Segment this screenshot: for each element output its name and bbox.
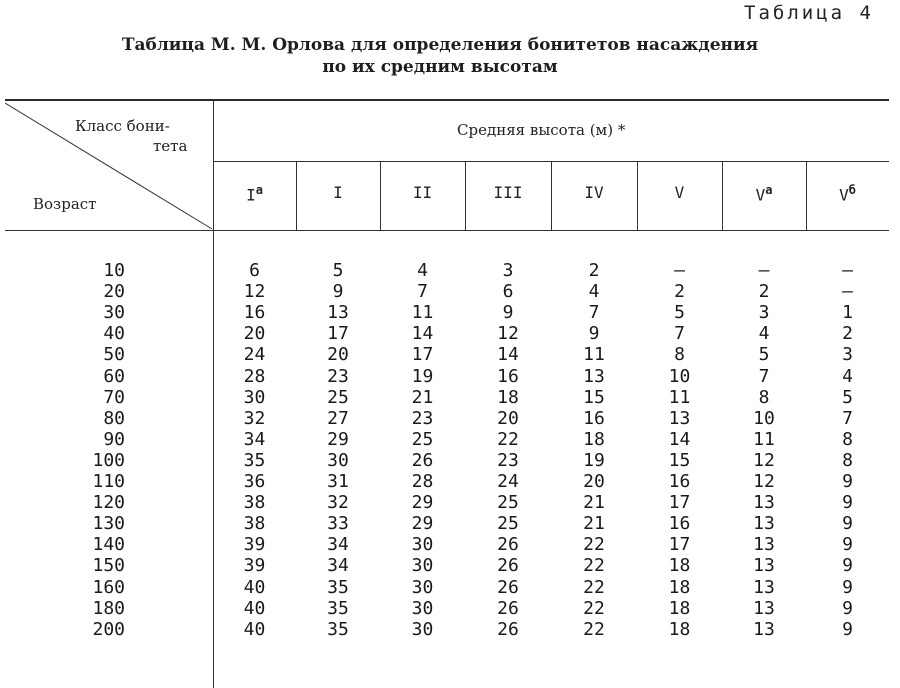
- height-cell: 30: [411, 618, 434, 640]
- height-cell: 16: [583, 407, 605, 429]
- column-header: [213, 183, 296, 204]
- height-cell: 9: [502, 302, 514, 324]
- height-cell: 33: [327, 513, 349, 535]
- height-cell: 35: [327, 576, 349, 598]
- height-cell: 14: [411, 323, 434, 345]
- height-cell: 21: [583, 492, 605, 514]
- height-cell: —: [674, 260, 685, 281]
- height-cell: 5: [332, 260, 344, 281]
- height-cell: 23: [497, 449, 519, 471]
- height-cell: 10: [753, 407, 775, 429]
- height-cell: 9: [842, 492, 853, 514]
- height-cell: 9: [842, 471, 853, 492]
- height-cell: 17: [668, 492, 691, 514]
- height-cell: 5: [842, 386, 853, 408]
- height-cell: 26: [497, 576, 519, 598]
- column-header: [465, 183, 551, 202]
- height-cell: 35: [327, 597, 349, 619]
- age-cell: 10: [103, 260, 125, 281]
- height-cell: 7: [674, 323, 685, 345]
- height-cell: 13: [753, 534, 775, 556]
- height-cell: 16: [243, 302, 266, 324]
- height-cell: 11: [753, 428, 775, 450]
- column-header-superscript: а: [765, 183, 773, 197]
- height-cell: 32: [327, 492, 349, 514]
- height-cell: 26: [497, 555, 519, 577]
- age-cell: 160: [92, 576, 125, 598]
- height-cell: 2: [758, 281, 770, 303]
- height-cell: 34: [327, 555, 349, 577]
- height-cell: 9: [332, 281, 344, 303]
- height-cell: 31: [327, 471, 349, 492]
- class-label-line-2: тета: [153, 137, 188, 155]
- height-cell: 22: [497, 428, 519, 450]
- column-header-base: I: [333, 183, 343, 202]
- age-label: Возраст: [33, 195, 97, 213]
- height-cell: 9: [842, 513, 853, 535]
- height-cell: 2: [842, 323, 853, 345]
- age-cell: 140: [92, 534, 125, 556]
- column-header: [296, 183, 380, 202]
- height-cell: 18: [583, 428, 605, 450]
- height-cell: 12: [753, 471, 775, 492]
- height-cell: 9: [842, 618, 853, 640]
- height-cell: 24: [497, 471, 519, 492]
- height-cell: —: [758, 260, 770, 281]
- height-cell: 22: [583, 576, 605, 598]
- height-cell: 16: [668, 471, 691, 492]
- height-cell: 15: [583, 386, 605, 408]
- height-cell: 20: [327, 344, 349, 366]
- height-cell: 1: [842, 302, 853, 324]
- height-cell: 23: [411, 407, 434, 429]
- height-cell: 18: [668, 597, 691, 619]
- height-cell: 34: [327, 534, 349, 556]
- height-cell: 13: [583, 365, 605, 387]
- age-cell: 20: [103, 281, 125, 303]
- height-cell: 20: [497, 407, 519, 429]
- height-cell: 26: [497, 534, 519, 556]
- height-cell: 15: [668, 449, 691, 471]
- height-cell: 40: [243, 597, 266, 619]
- height-cell: 30: [243, 386, 266, 408]
- column-header-base: V: [755, 185, 766, 205]
- height-cell: 22: [583, 555, 605, 577]
- height-cell: 25: [327, 386, 349, 408]
- height-cell: 25: [411, 428, 434, 450]
- height-cell: 30: [411, 576, 434, 598]
- height-cell: 11: [583, 344, 605, 366]
- height-cell: 13: [753, 513, 775, 535]
- height-cell: 18: [668, 576, 691, 598]
- height-cell: 35: [243, 449, 266, 471]
- header-divider-bottom: [5, 230, 889, 231]
- height-cell: 28: [411, 471, 434, 492]
- height-cell: 4: [417, 260, 428, 281]
- table-title-line-1: Таблица М. М. Орлова для определения бонитетов насаждения: [121, 35, 759, 55]
- height-cell: 26: [497, 618, 519, 640]
- height-cell: 21: [583, 513, 605, 535]
- height-cell: 39: [243, 534, 266, 556]
- height-cell: 40: [243, 618, 266, 640]
- height-cell: 13: [753, 492, 775, 514]
- height-cell: 18: [668, 618, 691, 640]
- height-cell: 13: [668, 407, 691, 429]
- height-cell: 12: [497, 323, 519, 345]
- age-cell: 40: [103, 323, 125, 345]
- height-cell: 12: [243, 281, 266, 303]
- height-cell: 12: [753, 449, 775, 471]
- age-cell: 30: [103, 302, 125, 324]
- height-cell: 9: [842, 576, 853, 598]
- column-header: [722, 183, 806, 204]
- height-cell: 27: [327, 407, 349, 429]
- height-cell: 35: [327, 618, 349, 640]
- height-cell: 13: [753, 597, 775, 619]
- height-cell: 9: [842, 597, 853, 619]
- age-cell: 50: [103, 344, 125, 366]
- height-cell: 8: [758, 386, 770, 408]
- height-cell: 18: [668, 555, 691, 577]
- height-cell: 10: [668, 365, 691, 387]
- height-cell: 28: [243, 365, 266, 387]
- height-cell: 29: [411, 513, 434, 535]
- height-cell: 20: [583, 471, 605, 492]
- column-header: [551, 183, 637, 202]
- height-cell: 38: [243, 513, 266, 535]
- height-cell: 7: [842, 407, 853, 429]
- height-cell: 13: [753, 555, 775, 577]
- height-cell: 2: [588, 260, 600, 281]
- height-cell: 25: [497, 513, 519, 535]
- age-cell: 120: [92, 492, 125, 514]
- height-label: Средняя высота (м) *: [457, 121, 626, 139]
- height-cell: 32: [243, 407, 266, 429]
- height-cell: 16: [668, 513, 691, 535]
- age-cell: 110: [92, 471, 125, 492]
- height-cell: 18: [497, 386, 519, 408]
- table-title-line-2: по их средним высотам: [322, 57, 558, 77]
- height-cell: —: [842, 281, 853, 303]
- table-number-label: Таблица 4: [744, 2, 874, 24]
- age-cell: 130: [92, 513, 125, 535]
- age-cell: 150: [92, 555, 125, 577]
- height-cell: 30: [411, 555, 434, 577]
- height-cell: 25: [497, 492, 519, 514]
- height-cell: 11: [411, 302, 434, 324]
- height-cell: 5: [758, 344, 770, 366]
- height-cell: 4: [758, 323, 770, 345]
- height-cell: 22: [583, 534, 605, 556]
- age-cell: 70: [103, 386, 125, 408]
- height-cell: 2: [674, 281, 685, 303]
- height-cell: 8: [842, 449, 853, 471]
- column-header-superscript: б: [848, 183, 856, 197]
- height-cell: 13: [753, 618, 775, 640]
- height-cell: 17: [411, 344, 434, 366]
- height-cell: 7: [758, 365, 770, 387]
- height-cell: 9: [842, 534, 853, 556]
- height-cell: 3: [842, 344, 853, 366]
- height-cell: 8: [674, 344, 685, 366]
- height-cell: 3: [502, 260, 514, 281]
- height-cell: 11: [668, 386, 691, 408]
- height-cell: 4: [842, 365, 853, 387]
- column-header-base: II: [412, 183, 433, 202]
- height-cell: 8: [842, 428, 853, 450]
- height-cell: 26: [497, 597, 519, 619]
- column-header-superscript: а: [255, 183, 263, 197]
- height-cell: 13: [753, 576, 775, 598]
- age-cell: 60: [103, 365, 125, 387]
- age-cell: 200: [92, 618, 125, 640]
- height-cell: —: [842, 260, 853, 281]
- height-cell: 29: [327, 428, 349, 450]
- height-cell: 30: [411, 597, 434, 619]
- height-cell: 20: [243, 323, 266, 345]
- height-cell: 7: [417, 281, 428, 303]
- height-cell: 40: [243, 576, 266, 598]
- height-cell: 36: [243, 471, 266, 492]
- height-cell: 17: [668, 534, 691, 556]
- height-cell: 6: [249, 260, 260, 281]
- height-cell: 29: [411, 492, 434, 514]
- column-header-base: III: [493, 183, 523, 202]
- column-header-base: IV: [584, 183, 604, 202]
- age-cell: 90: [103, 428, 125, 450]
- height-cell: 5: [674, 302, 685, 324]
- height-cell: 13: [327, 302, 349, 324]
- height-cell: 39: [243, 555, 266, 577]
- height-cell: 34: [243, 428, 266, 450]
- column-header: [637, 183, 722, 202]
- height-cell: 24: [243, 344, 266, 366]
- height-cell: 30: [327, 449, 349, 471]
- height-cell: 23: [327, 365, 349, 387]
- height-cell: 22: [583, 597, 605, 619]
- height-cell: 19: [583, 449, 605, 471]
- height-cell: 6: [502, 281, 514, 303]
- height-cell: 26: [411, 449, 434, 471]
- height-cell: 21: [411, 386, 434, 408]
- height-cell: 3: [758, 302, 770, 324]
- class-label-line-1: Класс бони-: [75, 117, 170, 135]
- column-header-base: V: [839, 185, 849, 205]
- height-cell: 9: [842, 555, 853, 577]
- height-cell: 14: [497, 344, 519, 366]
- height-cell: 4: [588, 281, 600, 303]
- height-cell: 9: [588, 323, 600, 345]
- height-cell: 19: [411, 365, 434, 387]
- height-cell: 7: [588, 302, 600, 324]
- height-cell: 17: [327, 323, 349, 345]
- height-cell: 38: [243, 492, 266, 514]
- height-cell: 16: [497, 365, 519, 387]
- column-header: [806, 183, 889, 204]
- age-cell: 180: [92, 597, 125, 619]
- age-cell: 80: [103, 407, 125, 429]
- height-cell: 30: [411, 534, 434, 556]
- column-header-base: V: [674, 183, 685, 202]
- table-title: [0, 34, 880, 78]
- column-header: [380, 183, 465, 202]
- height-cell: 22: [583, 618, 605, 640]
- column-header-base: I: [246, 185, 256, 205]
- height-cell: 14: [668, 428, 691, 450]
- age-cell: 100: [92, 449, 125, 471]
